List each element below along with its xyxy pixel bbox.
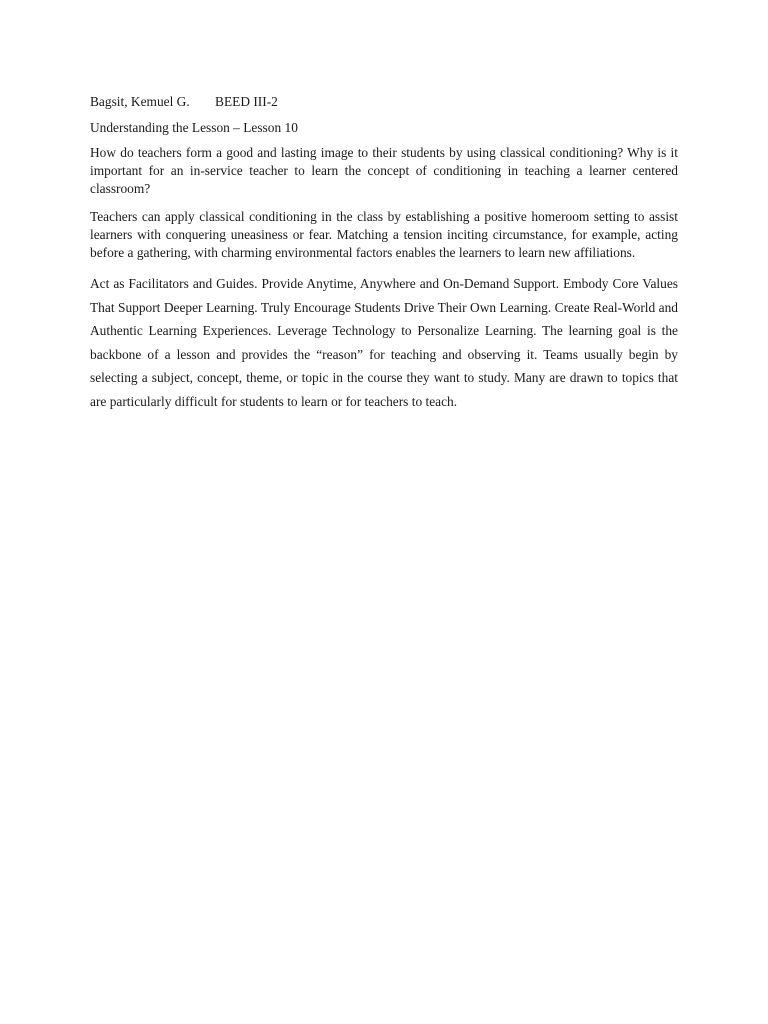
question-paragraph: How do teachers form a good and lasting image to their students by using classical conditioning? Why is it important for an in-service teacher to learn the concept of conditioning in teaching a learner centered classroom? bbox=[90, 145, 678, 196]
student-name: Bagsit, Kemuel G. bbox=[90, 94, 190, 109]
answer-paragraph-1: Teachers can apply classical conditioning in the class by establishing a positive homeroom setting to assist learners with conquering uneasiness or fear. Matching a tension inciting circumstance, for example, acting before a gathering, with charming environmental factors enables the learners to learn new affiliations. bbox=[90, 209, 678, 260]
answer-paragraph-2: Act as Facilitators and Guides. Provide Anytime, Anywhere and On-Demand Support. Embody Core Values That Support Deeper Learning. Truly Encourage Students Drive Their Own Learning. Create Real-World and Authentic Learning Experiences. Leverage Technology to Personalize Learning. The learning goal is the backbone of a lesson and provides the “reason” for teaching and observing it. Teams usually begin by selecting a subject, concept, theme, or topic in the course they want to study. Many are drawn to topics that are particularly difficult for students to learn or for teachers to teach. bbox=[90, 276, 678, 409]
course-section: BEED III-2 bbox=[215, 94, 278, 109]
document-body bbox=[90, 92, 678, 423]
lesson-title: Understanding the Lesson – Lesson 10 bbox=[90, 120, 298, 135]
header-line bbox=[90, 92, 678, 112]
